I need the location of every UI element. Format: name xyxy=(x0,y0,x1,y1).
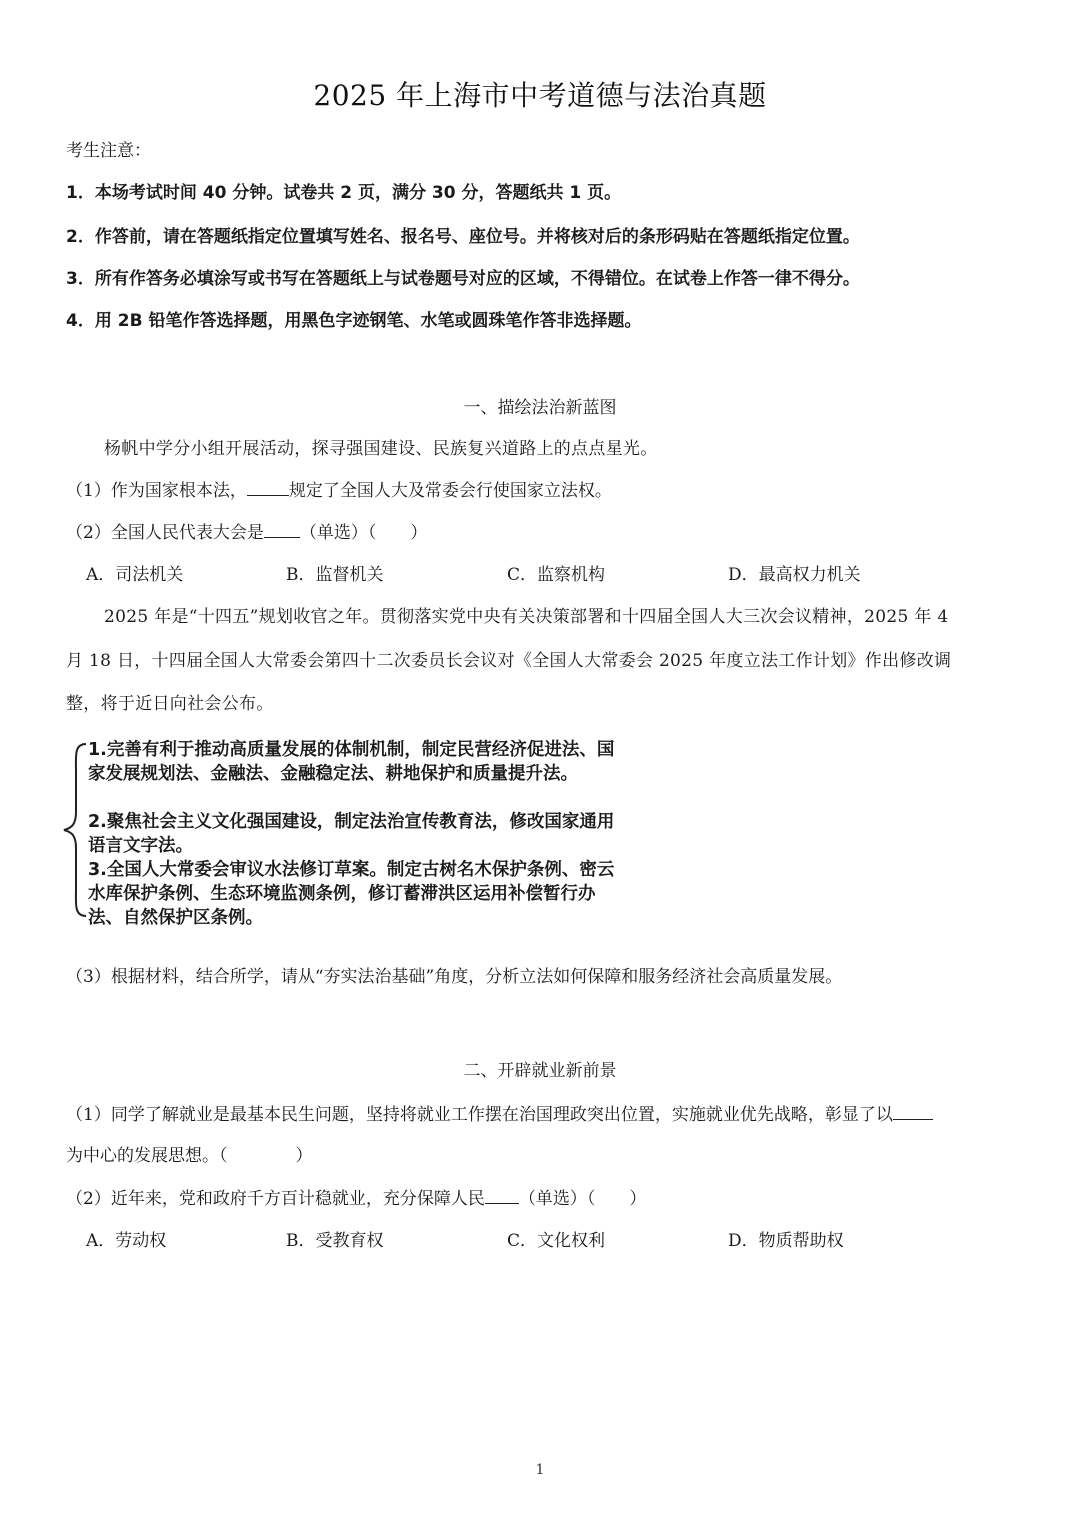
answer-blank xyxy=(893,1118,933,1120)
option-d: D．最高权力机关 xyxy=(728,565,861,585)
material-paragraph-line-3: 整，将于近日向社会公布。 xyxy=(66,694,274,714)
answer-blank xyxy=(264,536,300,538)
option-b: B．监督机关 xyxy=(286,565,384,585)
answer-blank xyxy=(247,494,289,496)
material-paragraph-line-2: 月 18 日，十四届全国人大常委会第四十二次委员长会议对《全国人大常委会 2025 年度立法工作计划》作出修改调 xyxy=(66,651,952,671)
question-2-2 xyxy=(66,1184,646,1209)
question-2-1-line-1: （1）同学了解就业是最基本民生问题，坚持将就业工作摆在治国理政突出位置，实施就业优先战略，彰显了以 xyxy=(66,1105,893,1125)
legislation-item-1: 1.完善有利于推动高质量发展的体制机制，制定民营经济促进法、国家发展规划法、金融法、金融稳定法、耕地保护和质量提升法。 xyxy=(88,740,615,784)
question-1-1-prefix: （1）作为国家根本法， xyxy=(66,481,247,501)
question-2-1-line-2: 为中心的发展思想。（ ） xyxy=(66,1146,313,1166)
option-d: D．物质帮助权 xyxy=(728,1231,844,1251)
question-1-2-prefix: （2）全国人民代表大会是 xyxy=(66,523,264,543)
option-a: A．司法机关 xyxy=(86,565,184,585)
question-2-2-suffix: （单选）（ ） xyxy=(518,1189,647,1209)
option-b: B．受教育权 xyxy=(286,1231,384,1251)
question-1-2 xyxy=(66,518,427,543)
notice-item-4: 4．用 2B 铅笔作答选择题，用黑色字迹钢笔、水笔或圆珠笔作答非选择题。 xyxy=(66,311,642,331)
option-c: C．文化权利 xyxy=(507,1231,606,1251)
question-1-3: （3）根据材料，结合所学，请从“夯实法治基础”角度，分析立法如何保障和服务经济社会高质量发展。 xyxy=(66,967,843,987)
question-2-2-prefix: （2）近年来，党和政府千方百计稳就业，充分保障人民 xyxy=(66,1189,485,1209)
legislation-item-3: 3.全国人大常委会审议水法修订草案。制定古树名木保护条例、密云水库保护条例、生态环境监测条例，修订蓄滞洪区运用补偿暂行办法、自然保护区条例。 xyxy=(88,860,615,928)
answer-blank xyxy=(485,1202,519,1204)
notice-item-2: 2．作答前，请在答题纸指定位置填写姓名、报名号、座位号。并将核对后的条形码贴在答题纸指定位置。 xyxy=(66,227,860,247)
question-1-1 xyxy=(66,476,612,501)
question-2-1 xyxy=(66,1100,933,1125)
notice-item-3: 3．所有作答务必填涂写或书写在答题纸上与试卷题号对应的区域，不得错位。在试卷上作答一律不得分。 xyxy=(66,269,860,289)
document-title: 2025 年上海市中考道德与法治真题 xyxy=(313,79,767,112)
legislation-item-2: 2.聚焦社会主义文化强国建设，制定法治宣传教育法，修改国家通用语言文字法。 xyxy=(88,812,615,856)
notice-item-1: 1．本场考试时间 40 分钟。试卷共 2 页，满分 30 分，答题纸共 1 页。 xyxy=(66,183,622,203)
material-paragraph-line-1: 2025 年是“十四五”规划收官之年。贯彻落实党中央有关决策部署和十四届全国人大三次会议精神，2025 年 4 xyxy=(104,607,949,627)
option-a: A．劳动权 xyxy=(86,1231,167,1251)
question-1-2-suffix: （单选）（ ） xyxy=(299,523,428,543)
notice-heading: 考生注意： xyxy=(66,141,151,161)
page-number: 1 xyxy=(535,1462,545,1478)
section-1-intro: 杨帆中学分小组开展活动，探寻强国建设、民族复兴道路上的点点星光。 xyxy=(104,439,658,459)
question-1-1-suffix: 规定了全国人大及常委会行使国家立法权。 xyxy=(288,481,612,501)
option-c: C．监察机构 xyxy=(507,565,606,585)
curly-brace xyxy=(60,742,90,918)
section-2-title: 二、开辟就业新前景 xyxy=(463,1061,617,1081)
section-1-title: 一、描绘法治新蓝图 xyxy=(463,398,617,418)
